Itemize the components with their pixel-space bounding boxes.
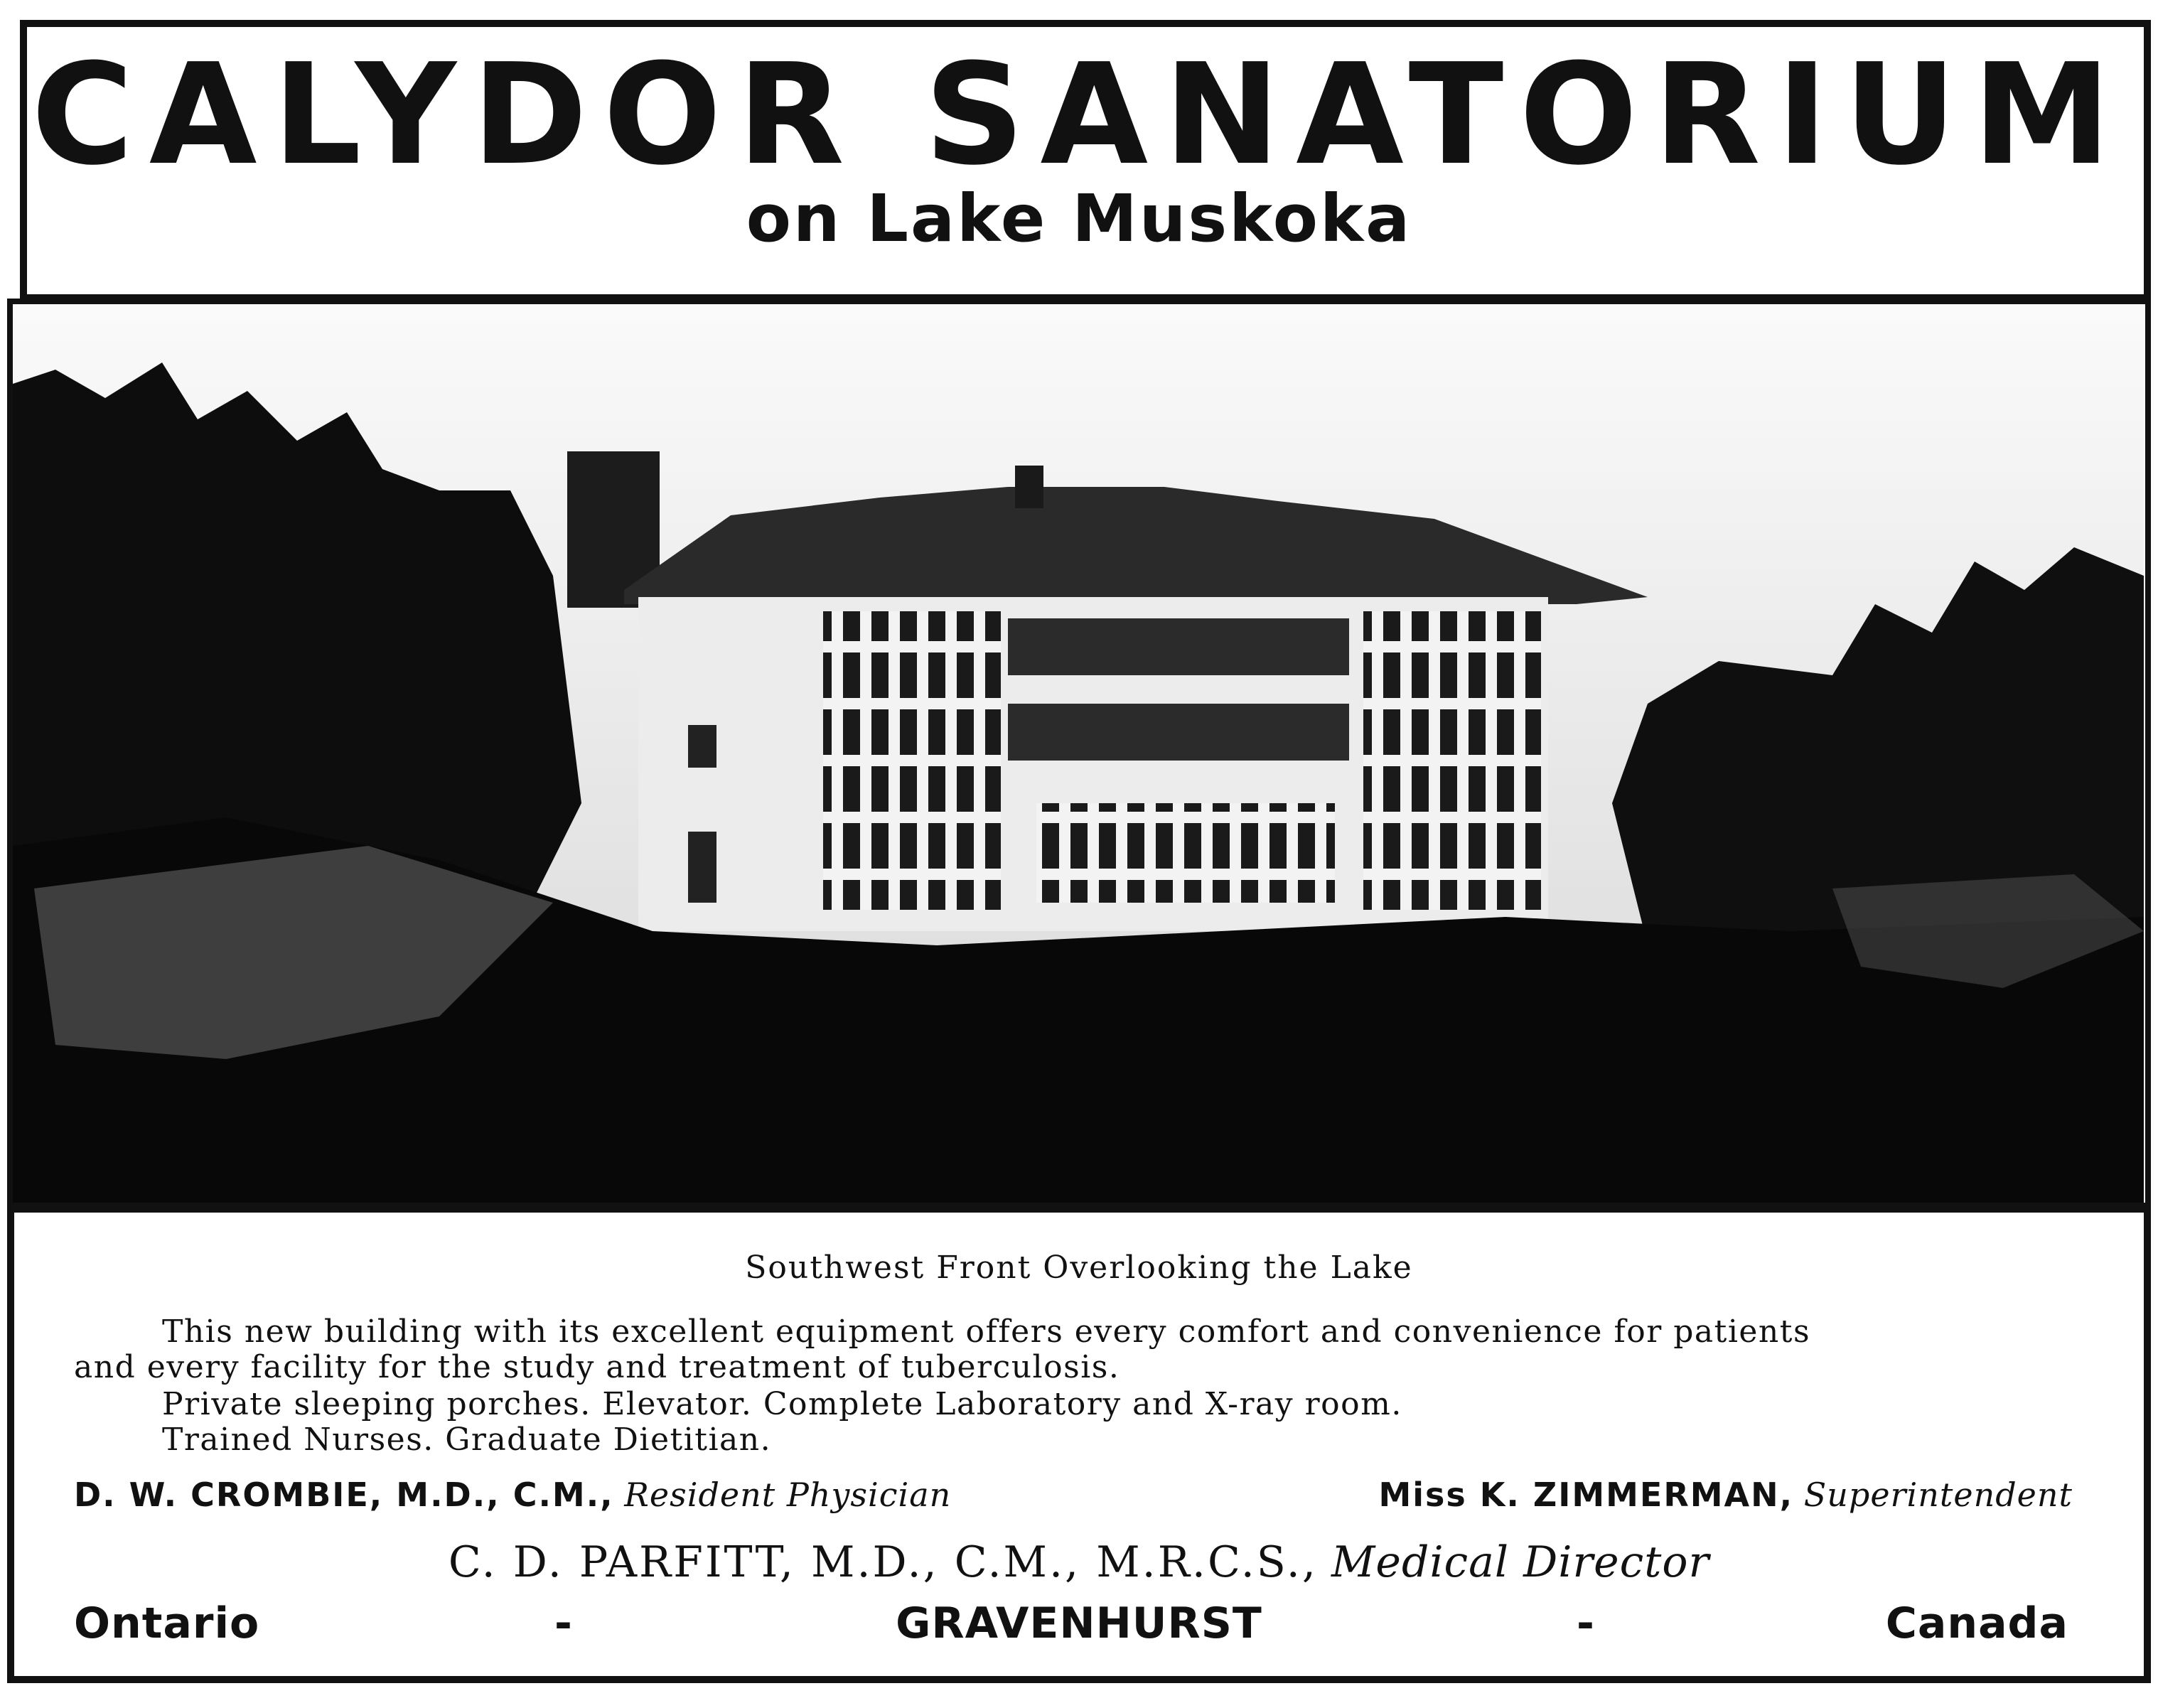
description-line-2: and every facility for the study and treatment of tuberculosis.	[74, 1349, 1120, 1385]
director-name: C. D. PARFITT, M.D., C.M., M.R.C.S.,	[448, 1537, 1318, 1587]
location-separator: -	[1577, 1599, 1595, 1648]
description-line-1: This new building with its excellent equipment offers every comfort and convenience for patients	[162, 1314, 1811, 1350]
superintendent-name: Miss K. ZIMMERMAN,	[1378, 1476, 1794, 1514]
resident-physician	[74, 1476, 952, 1514]
superintendent-role: Superintendent	[1803, 1476, 2073, 1514]
location-town: GRAVENHURST	[896, 1599, 1262, 1648]
location-province: Ontario	[74, 1599, 260, 1648]
physician-name: D. W. CROMBIE, M.D., C.M.,	[74, 1476, 614, 1514]
ad-title: CALYDOR SANATORIUM	[31, 34, 2127, 196]
description-line-3: Private sleeping porches. Elevator. Complete Laboratory and X-ray room.	[162, 1386, 1402, 1422]
director-role: Medical Director	[1331, 1537, 1710, 1587]
superintendent	[1378, 1476, 2073, 1514]
location-country: Canada	[1885, 1599, 2068, 1648]
photo-caption: Southwest Front Overlooking the Lake	[745, 1250, 1413, 1286]
description-line-4: Trained Nurses. Graduate Dietitian.	[162, 1422, 772, 1458]
physician-role: Resident Physician	[624, 1476, 952, 1514]
ad-subtitle: on Lake Muskoka	[746, 181, 1412, 257]
building-photo	[13, 306, 2144, 1203]
medical-director	[0, 1537, 2158, 1587]
location-separator: -	[554, 1599, 573, 1648]
